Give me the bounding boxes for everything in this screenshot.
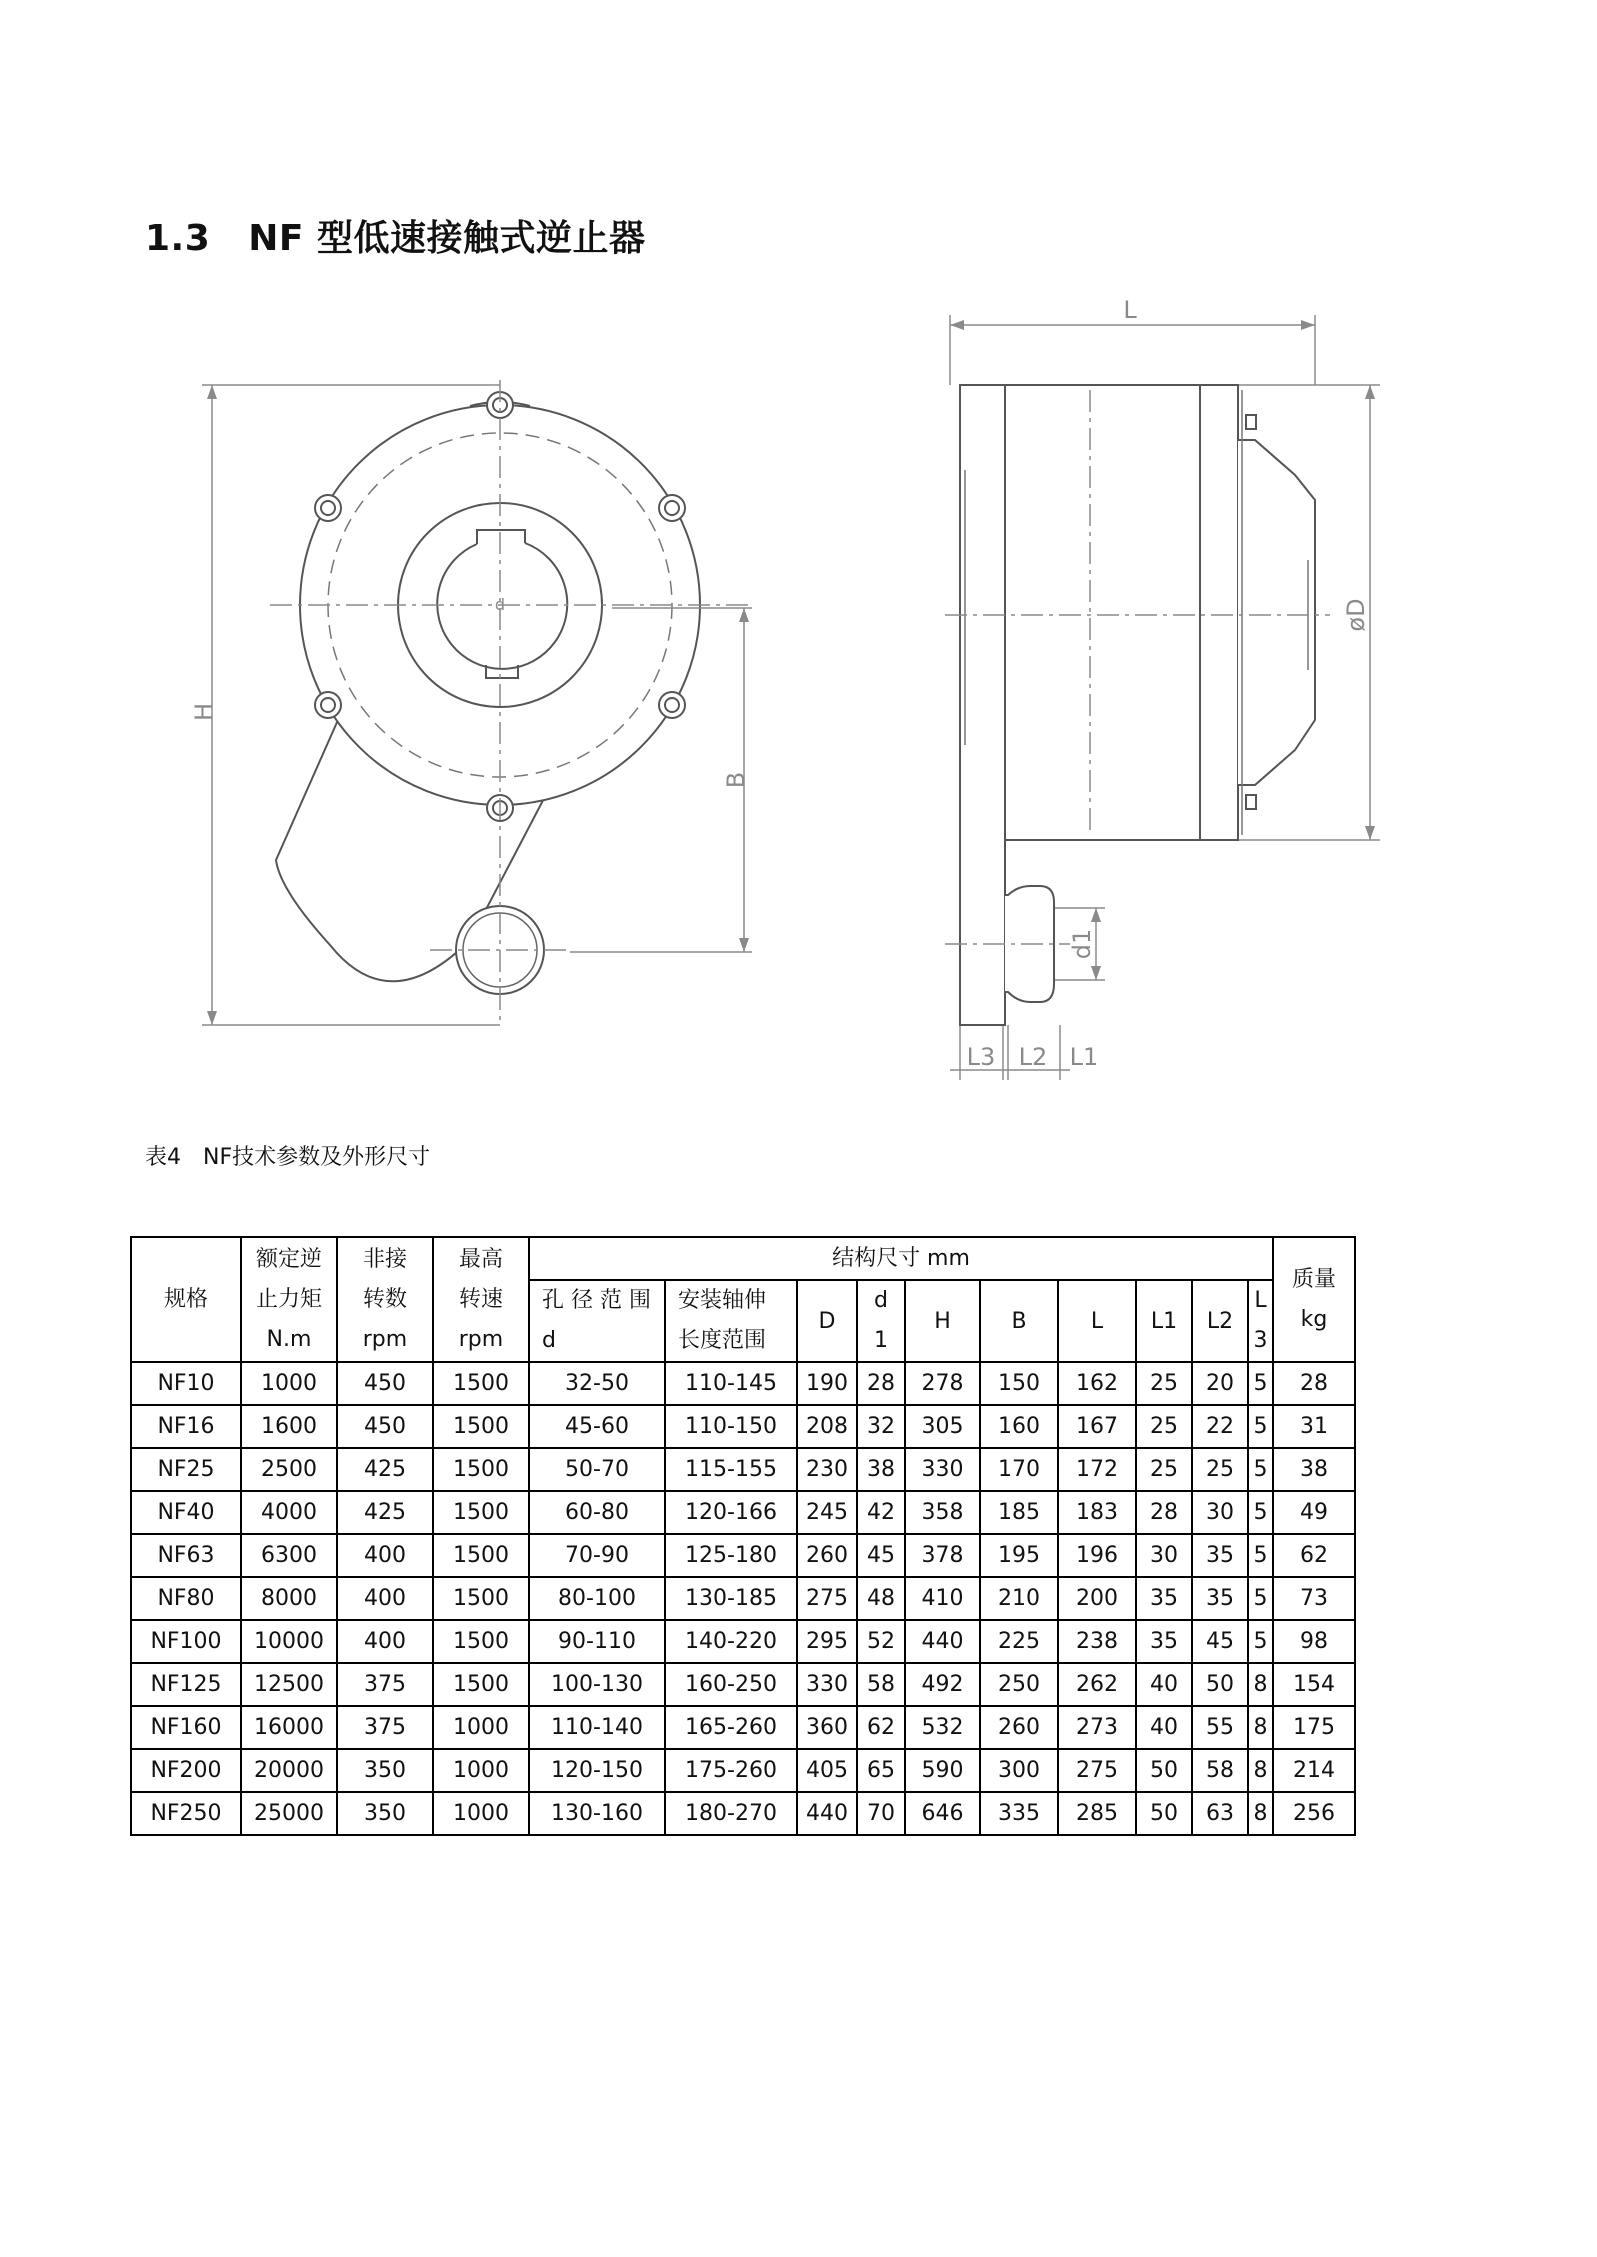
cell-spec: NF63 bbox=[131, 1534, 241, 1577]
cell-D: 405 bbox=[797, 1749, 857, 1792]
cell-L2: 25 bbox=[1192, 1448, 1248, 1491]
cell-H: 532 bbox=[905, 1706, 980, 1749]
cell-mass: 73 bbox=[1273, 1577, 1355, 1620]
cell-B: 260 bbox=[980, 1706, 1058, 1749]
cell-mass: 31 bbox=[1273, 1405, 1355, 1448]
cell-bore: 110-140 bbox=[529, 1706, 665, 1749]
cell-L2: 58 bbox=[1192, 1749, 1248, 1792]
cell-mass: 28 bbox=[1273, 1362, 1355, 1405]
cell-maxrev: 1500 bbox=[433, 1405, 529, 1448]
cell-D: 230 bbox=[797, 1448, 857, 1491]
cell-L3: 8 bbox=[1248, 1706, 1273, 1749]
cell-L3: 5 bbox=[1248, 1362, 1273, 1405]
header-spec: 规格 bbox=[131, 1237, 241, 1362]
header-H: H bbox=[905, 1280, 980, 1362]
cell-maxrev: 1500 bbox=[433, 1448, 529, 1491]
cell-B: 150 bbox=[980, 1362, 1058, 1405]
cell-D: 260 bbox=[797, 1534, 857, 1577]
cell-d1: 28 bbox=[857, 1362, 905, 1405]
cell-L3: 8 bbox=[1248, 1749, 1273, 1792]
side-view-drawing bbox=[890, 290, 1410, 1090]
cell-L1: 50 bbox=[1136, 1749, 1192, 1792]
cell-L2: 22 bbox=[1192, 1405, 1248, 1448]
cell-torque: 10000 bbox=[241, 1620, 337, 1663]
cell-D: 245 bbox=[797, 1491, 857, 1534]
header-nonrev-speed: 非接 转数 rpm bbox=[337, 1237, 433, 1362]
cell-torque: 12500 bbox=[241, 1663, 337, 1706]
cell-d1: 65 bbox=[857, 1749, 905, 1792]
cell-spec: NF125 bbox=[131, 1663, 241, 1706]
cell-shaft: 165-260 bbox=[665, 1706, 797, 1749]
cell-L1: 28 bbox=[1136, 1491, 1192, 1534]
dim-label-d: d bbox=[494, 595, 506, 614]
table-caption-text: NF技术参数及外形尺寸 bbox=[203, 1145, 431, 1170]
cell-nonrev: 400 bbox=[337, 1534, 433, 1577]
cell-L: 200 bbox=[1058, 1577, 1136, 1620]
table-row bbox=[131, 1749, 1355, 1792]
cell-B: 160 bbox=[980, 1405, 1058, 1448]
cell-shaft: 140-220 bbox=[665, 1620, 797, 1663]
table-row bbox=[131, 1362, 1355, 1405]
cell-L1: 50 bbox=[1136, 1792, 1192, 1835]
table-row bbox=[131, 1706, 1355, 1749]
cell-nonrev: 350 bbox=[337, 1749, 433, 1792]
cell-shaft: 115-155 bbox=[665, 1448, 797, 1491]
cell-d1: 38 bbox=[857, 1448, 905, 1491]
cell-H: 590 bbox=[905, 1749, 980, 1792]
cell-bore: 60-80 bbox=[529, 1491, 665, 1534]
cell-L: 183 bbox=[1058, 1491, 1136, 1534]
cell-spec: NF80 bbox=[131, 1577, 241, 1620]
cell-spec: NF10 bbox=[131, 1362, 241, 1405]
cell-shaft: 130-185 bbox=[665, 1577, 797, 1620]
header-B: B bbox=[980, 1280, 1058, 1362]
cell-L: 167 bbox=[1058, 1405, 1136, 1448]
cell-L: 262 bbox=[1058, 1663, 1136, 1706]
cell-H: 330 bbox=[905, 1448, 980, 1491]
cell-L3: 8 bbox=[1248, 1663, 1273, 1706]
cell-bore: 100-130 bbox=[529, 1663, 665, 1706]
table-row bbox=[131, 1534, 1355, 1577]
cell-L2: 45 bbox=[1192, 1620, 1248, 1663]
cell-shaft: 110-150 bbox=[665, 1405, 797, 1448]
cell-spec: NF160 bbox=[131, 1706, 241, 1749]
cell-B: 170 bbox=[980, 1448, 1058, 1491]
cell-mass: 49 bbox=[1273, 1491, 1355, 1534]
cell-nonrev: 350 bbox=[337, 1792, 433, 1835]
cell-D: 360 bbox=[797, 1706, 857, 1749]
header-d1: d 1 bbox=[857, 1280, 905, 1362]
cell-L1: 30 bbox=[1136, 1534, 1192, 1577]
cell-L1: 35 bbox=[1136, 1577, 1192, 1620]
dim-label-L2: L2 bbox=[1018, 1043, 1048, 1071]
cell-D: 330 bbox=[797, 1663, 857, 1706]
front-view-drawing bbox=[180, 360, 780, 1060]
dim-label-B: B bbox=[722, 771, 750, 789]
cell-maxrev: 1500 bbox=[433, 1663, 529, 1706]
cell-mass: 175 bbox=[1273, 1706, 1355, 1749]
dim-label-D: øD bbox=[1342, 598, 1370, 632]
table-row bbox=[131, 1792, 1355, 1835]
dim-label-L: L bbox=[1123, 296, 1137, 324]
cell-torque: 16000 bbox=[241, 1706, 337, 1749]
cell-H: 646 bbox=[905, 1792, 980, 1835]
cell-d1: 70 bbox=[857, 1792, 905, 1835]
cell-bore: 130-160 bbox=[529, 1792, 665, 1835]
cell-bore: 45-60 bbox=[529, 1405, 665, 1448]
cell-L: 273 bbox=[1058, 1706, 1136, 1749]
cell-nonrev: 400 bbox=[337, 1577, 433, 1620]
cell-torque: 1000 bbox=[241, 1362, 337, 1405]
table-caption-label: 表4 bbox=[145, 1145, 181, 1170]
cell-L: 162 bbox=[1058, 1362, 1136, 1405]
table-row bbox=[131, 1405, 1355, 1448]
cell-L3: 5 bbox=[1248, 1534, 1273, 1577]
cell-L: 172 bbox=[1058, 1448, 1136, 1491]
spec-table bbox=[130, 1236, 1356, 1836]
cell-H: 410 bbox=[905, 1577, 980, 1620]
table-row bbox=[131, 1620, 1355, 1663]
cell-d1: 62 bbox=[857, 1706, 905, 1749]
cell-mass: 256 bbox=[1273, 1792, 1355, 1835]
header-L2: L2 bbox=[1192, 1280, 1248, 1362]
cell-B: 250 bbox=[980, 1663, 1058, 1706]
cell-D: 208 bbox=[797, 1405, 857, 1448]
cell-H: 305 bbox=[905, 1405, 980, 1448]
cell-nonrev: 425 bbox=[337, 1448, 433, 1491]
header-L: L bbox=[1058, 1280, 1136, 1362]
cell-H: 278 bbox=[905, 1362, 980, 1405]
cell-spec: NF40 bbox=[131, 1491, 241, 1534]
cell-nonrev: 450 bbox=[337, 1405, 433, 1448]
table-caption bbox=[145, 1140, 430, 1171]
dim-label-H: H bbox=[190, 702, 218, 722]
header-struct: 结构尺寸 mm bbox=[529, 1237, 1273, 1280]
cell-L1: 25 bbox=[1136, 1405, 1192, 1448]
header-bore: 孔 径 范 围 d bbox=[529, 1280, 665, 1362]
cell-B: 300 bbox=[980, 1749, 1058, 1792]
cell-torque: 1600 bbox=[241, 1405, 337, 1448]
header-L3: L 3 bbox=[1248, 1280, 1273, 1362]
cell-d1: 52 bbox=[857, 1620, 905, 1663]
cell-bore: 80-100 bbox=[529, 1577, 665, 1620]
cell-spec: NF25 bbox=[131, 1448, 241, 1491]
cell-torque: 25000 bbox=[241, 1792, 337, 1835]
cell-L2: 55 bbox=[1192, 1706, 1248, 1749]
cell-d1: 42 bbox=[857, 1491, 905, 1534]
cell-L3: 5 bbox=[1248, 1448, 1273, 1491]
cell-B: 225 bbox=[980, 1620, 1058, 1663]
cell-mass: 62 bbox=[1273, 1534, 1355, 1577]
dim-label-L1: L1 bbox=[1069, 1043, 1099, 1071]
cell-d1: 45 bbox=[857, 1534, 905, 1577]
cell-maxrev: 1500 bbox=[433, 1491, 529, 1534]
cell-maxrev: 1500 bbox=[433, 1620, 529, 1663]
cell-H: 492 bbox=[905, 1663, 980, 1706]
cell-bore: 90-110 bbox=[529, 1620, 665, 1663]
table-row bbox=[131, 1491, 1355, 1534]
cell-maxrev: 1000 bbox=[433, 1706, 529, 1749]
header-shaft: 安装轴伸 长度范围 bbox=[665, 1280, 797, 1362]
cell-L3: 5 bbox=[1248, 1405, 1273, 1448]
cell-torque: 4000 bbox=[241, 1491, 337, 1534]
table-row bbox=[131, 1448, 1355, 1491]
cell-B: 195 bbox=[980, 1534, 1058, 1577]
cell-mass: 214 bbox=[1273, 1749, 1355, 1792]
cell-nonrev: 400 bbox=[337, 1620, 433, 1663]
cell-nonrev: 375 bbox=[337, 1706, 433, 1749]
cell-d1: 32 bbox=[857, 1405, 905, 1448]
cell-L: 196 bbox=[1058, 1534, 1136, 1577]
cell-mass: 154 bbox=[1273, 1663, 1355, 1706]
cell-D: 440 bbox=[797, 1792, 857, 1835]
dim-label-L3: L3 bbox=[966, 1043, 996, 1071]
cell-L1: 40 bbox=[1136, 1706, 1192, 1749]
cell-maxrev: 1500 bbox=[433, 1362, 529, 1405]
cell-shaft: 175-260 bbox=[665, 1749, 797, 1792]
cell-torque: 6300 bbox=[241, 1534, 337, 1577]
cell-spec: NF100 bbox=[131, 1620, 241, 1663]
cell-spec: NF250 bbox=[131, 1792, 241, 1835]
cell-L1: 25 bbox=[1136, 1362, 1192, 1405]
cell-nonrev: 450 bbox=[337, 1362, 433, 1405]
cell-bore: 70-90 bbox=[529, 1534, 665, 1577]
cell-torque: 2500 bbox=[241, 1448, 337, 1491]
section-number: 1.3 bbox=[145, 218, 211, 259]
cell-maxrev: 1500 bbox=[433, 1534, 529, 1577]
section-heading bbox=[145, 210, 646, 261]
cell-torque: 20000 bbox=[241, 1749, 337, 1792]
cell-d1: 58 bbox=[857, 1663, 905, 1706]
cell-B: 185 bbox=[980, 1491, 1058, 1534]
header-torque: 额定逆 止力矩 N.m bbox=[241, 1237, 337, 1362]
cell-B: 335 bbox=[980, 1792, 1058, 1835]
cell-B: 210 bbox=[980, 1577, 1058, 1620]
table-row bbox=[131, 1577, 1355, 1620]
cell-nonrev: 425 bbox=[337, 1491, 433, 1534]
cell-L3: 8 bbox=[1248, 1792, 1273, 1835]
cell-d1: 48 bbox=[857, 1577, 905, 1620]
cell-L2: 35 bbox=[1192, 1534, 1248, 1577]
cell-spec: NF200 bbox=[131, 1749, 241, 1792]
cell-L3: 5 bbox=[1248, 1577, 1273, 1620]
cell-maxrev: 1000 bbox=[433, 1792, 529, 1835]
cell-L1: 25 bbox=[1136, 1448, 1192, 1491]
cell-D: 295 bbox=[797, 1620, 857, 1663]
cell-maxrev: 1000 bbox=[433, 1749, 529, 1792]
cell-L3: 5 bbox=[1248, 1491, 1273, 1534]
table-row bbox=[131, 1663, 1355, 1706]
cell-torque: 8000 bbox=[241, 1577, 337, 1620]
cell-L1: 40 bbox=[1136, 1663, 1192, 1706]
cell-L2: 63 bbox=[1192, 1792, 1248, 1835]
cell-bore: 50-70 bbox=[529, 1448, 665, 1491]
cell-H: 358 bbox=[905, 1491, 980, 1534]
header-mass: 质量 kg bbox=[1273, 1237, 1355, 1362]
cell-shaft: 160-250 bbox=[665, 1663, 797, 1706]
cell-L2: 35 bbox=[1192, 1577, 1248, 1620]
cell-nonrev: 375 bbox=[337, 1663, 433, 1706]
cell-L: 238 bbox=[1058, 1620, 1136, 1663]
cell-maxrev: 1500 bbox=[433, 1577, 529, 1620]
cell-mass: 38 bbox=[1273, 1448, 1355, 1491]
cell-shaft: 110-145 bbox=[665, 1362, 797, 1405]
cell-shaft: 125-180 bbox=[665, 1534, 797, 1577]
cell-mass: 98 bbox=[1273, 1620, 1355, 1663]
section-title: NF 型低速接触式逆止器 bbox=[248, 218, 646, 259]
cell-L1: 35 bbox=[1136, 1620, 1192, 1663]
cell-bore: 32-50 bbox=[529, 1362, 665, 1405]
cell-H: 440 bbox=[905, 1620, 980, 1663]
cell-L2: 50 bbox=[1192, 1663, 1248, 1706]
cell-bore: 120-150 bbox=[529, 1749, 665, 1792]
cell-L: 285 bbox=[1058, 1792, 1136, 1835]
header-D: D bbox=[797, 1280, 857, 1362]
cell-D: 190 bbox=[797, 1362, 857, 1405]
header-max-speed: 最高 转速 rpm bbox=[433, 1237, 529, 1362]
header-L1: L1 bbox=[1136, 1280, 1192, 1362]
cell-H: 378 bbox=[905, 1534, 980, 1577]
dim-label-d1: d1 bbox=[1068, 928, 1096, 960]
cell-shaft: 120-166 bbox=[665, 1491, 797, 1534]
cell-shaft: 180-270 bbox=[665, 1792, 797, 1835]
cell-L2: 30 bbox=[1192, 1491, 1248, 1534]
cell-D: 275 bbox=[797, 1577, 857, 1620]
cell-spec: NF16 bbox=[131, 1405, 241, 1448]
cell-L: 275 bbox=[1058, 1749, 1136, 1792]
cell-L2: 20 bbox=[1192, 1362, 1248, 1405]
cell-L3: 5 bbox=[1248, 1620, 1273, 1663]
